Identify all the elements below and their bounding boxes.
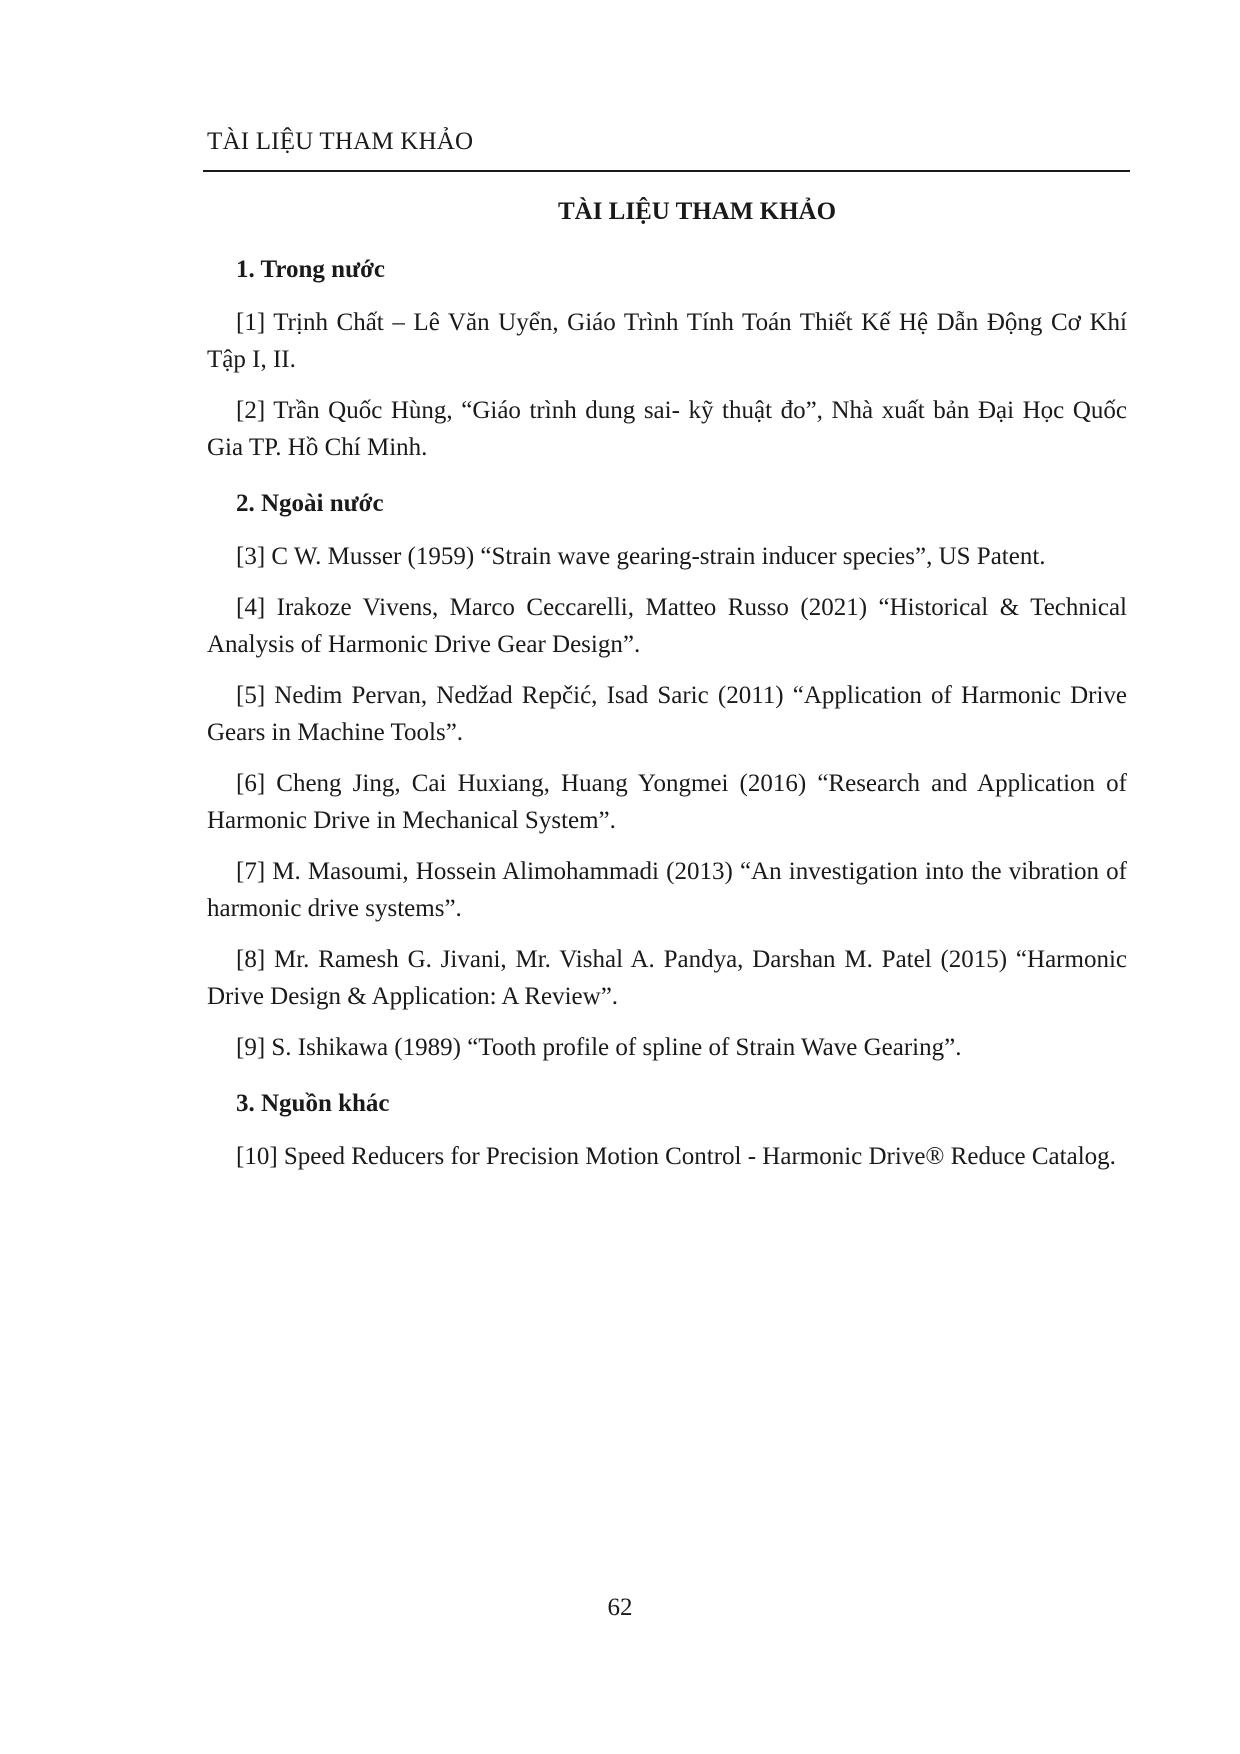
- reference-item-4: [4] Irakoze Vivens, Marco Ceccarelli, Matteo Russo (2021) “Historical & Technical Analysis of Harmonic Drive Gear Design”.: [207, 594, 1127, 658]
- reference-item-1: [1] Trịnh Chất – Lê Văn Uyển, Giáo Trình Tính Toán Thiết Kế Hệ Dẫn Động Cơ Khí Tập I, II.: [207, 309, 1127, 373]
- section-heading-other: 3. Nguồn khác: [236, 1090, 390, 1117]
- header-divider: [203, 170, 1130, 172]
- reference-item-9: [9] S. Ishikawa (1989) “Tooth profile of spline of Strain Wave Gearing”.: [236, 1034, 962, 1061]
- reference-item-5: [5] Nedim Pervan, Nedžad Repčić, Isad Saric (2011) “Application of Harmonic Drive Gears in Machine Tools”.: [207, 682, 1127, 746]
- reference-item-8: [8] Mr. Ramesh G. Jivani, Mr. Vishal A. Pandya, Darshan M. Patel (2015) “Harmonic Drive Design & Application: A Review”.: [207, 946, 1127, 1010]
- page-title: TÀI LIỆU THAM KHẢO: [557, 198, 837, 225]
- section-heading-foreign: 2. Ngoài nước: [236, 490, 384, 517]
- reference-item-7: [7] M. Masoumi, Hossein Alimohammadi (2013) “An investigation into the vibration of harmonic drive systems”.: [207, 858, 1127, 922]
- section-heading-domestic: 1. Trong nước: [236, 256, 386, 283]
- references-body: [207, 188, 1127, 1175]
- running-header: TÀI LIỆU THAM KHẢO: [207, 128, 474, 155]
- page-number: 62: [607, 1594, 633, 1621]
- reference-item-6: [6] Cheng Jing, Cai Huxiang, Huang Yongmei (2016) “Research and Application of Harmonic Drive in Mechanical System”.: [207, 770, 1127, 834]
- reference-item-3: [3] C W. Musser (1959) “Strain wave gearing-strain inducer species”, US Patent.: [236, 543, 1046, 570]
- reference-item-2: [2] Trần Quốc Hùng, “Giáo trình dung sai- kỹ thuật đo”, Nhà xuất bản Đại Học Quốc Gia TP. Hồ Chí Minh.: [207, 397, 1127, 461]
- reference-item-10: [10] Speed Reducers for Precision Motion Control - Harmonic Drive® Reduce Catalog.: [236, 1143, 1116, 1170]
